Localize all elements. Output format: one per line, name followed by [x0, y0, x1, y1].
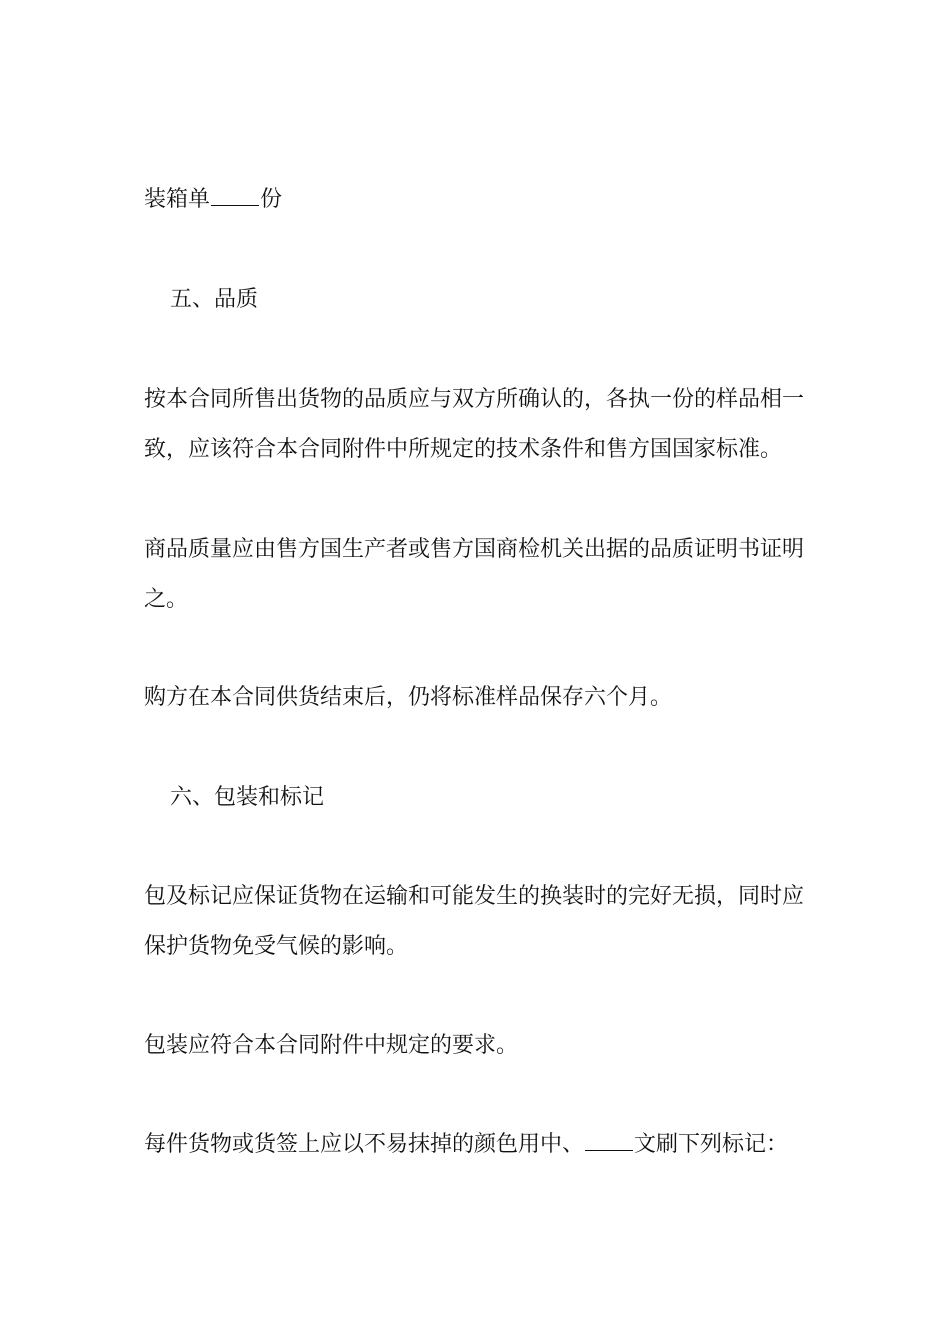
section-5-paragraph-2: 商品质量应由售方国生产者或售方国商检机关出据的品质证明书证明之。 [144, 537, 805, 612]
section-6-paragraph-2: 包装应符合本合同附件中规定的要求。 [144, 1033, 519, 1058]
packing-list-label: 装箱单 [144, 187, 211, 212]
section-6-paragraph-3 [144, 1120, 806, 1170]
packing-list-unit: 份 [260, 187, 283, 212]
marking-text-after: 文刷下列标记： [634, 1132, 789, 1157]
packing-list-line [144, 175, 806, 225]
packing-list-blank [211, 185, 259, 206]
section-6-heading: 六、包装和标记 [170, 785, 325, 810]
section-5-heading: 五、品质 [170, 287, 259, 312]
section-5-paragraph-3: 购方在本合同供货结束后，仍将标准样品保存六个月。 [144, 685, 673, 710]
section-6-paragraph-1: 包及标记应保证货物在运输和可能发生的换装时的完好无损，同时应保护货物免受气候的影响。 [144, 884, 805, 959]
language-blank [585, 1130, 633, 1151]
section-5-paragraph-1: 按本合同所售出货物的品质应与双方所确认的，各执一份的样品相一致，应该符合本合同附件中所规定的技术条件和售方国国家标准。 [144, 387, 805, 462]
marking-text-before: 每件货物或货签上应以不易抹掉的颜色用中、 [144, 1132, 585, 1157]
